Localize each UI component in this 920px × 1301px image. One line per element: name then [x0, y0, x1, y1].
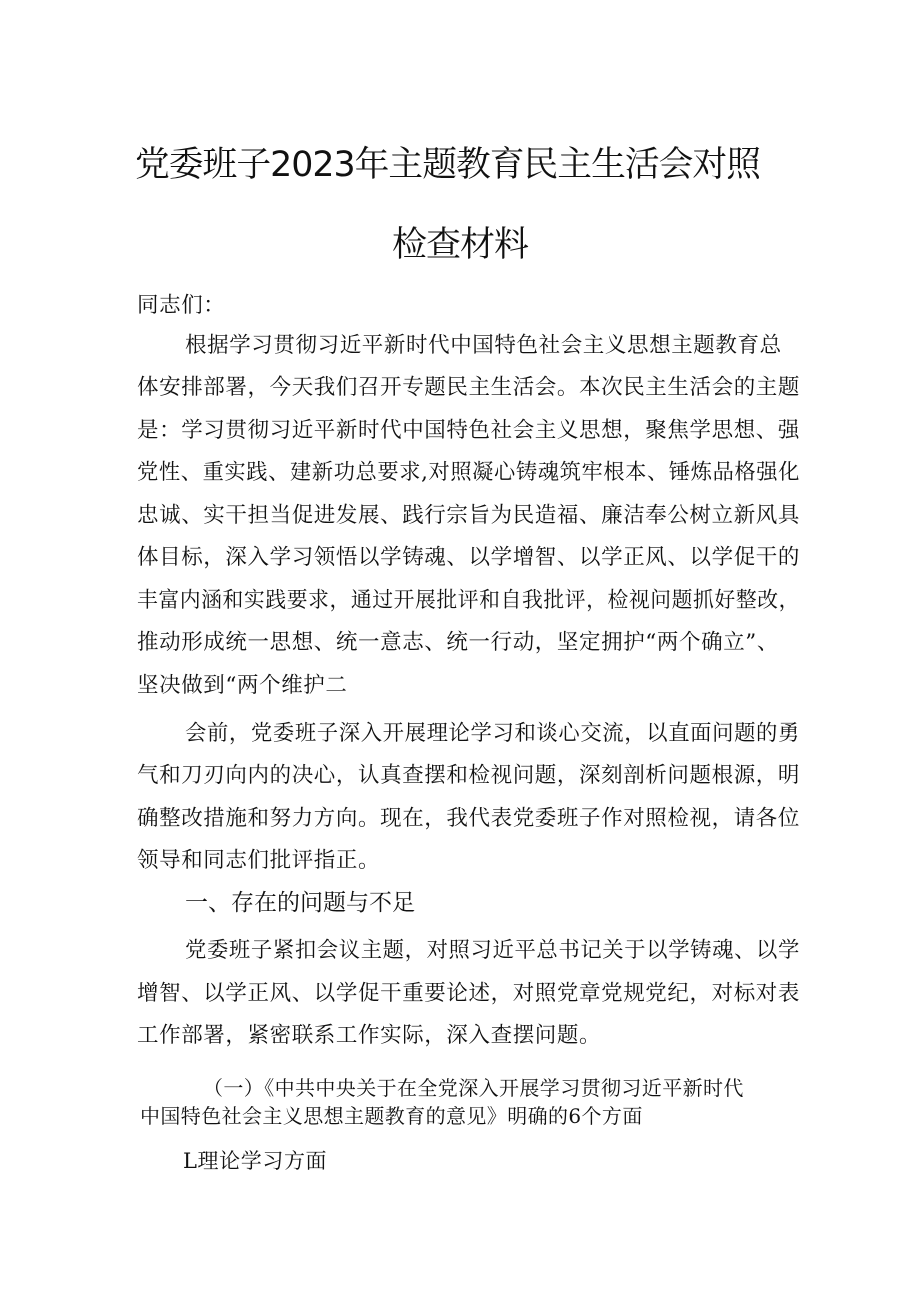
paragraph-1-line: 忠诚、实干担当促进发展、践行宗旨为民造福、廉洁奉公树立新风具 [137, 503, 801, 528]
subsection-heading-line: （一）《中共中央关于在全党深入开展学习贯彻习近平新时代 [203, 1076, 744, 1100]
paragraph-2-line: 领导和同志们批评指正。 [137, 848, 381, 873]
paragraph-1-line: 推动形成统一思想、统一意志、统一行动，坚定拥护“两个确立”、 [137, 630, 779, 655]
paragraph-1-line: 是：学习贯彻习近平新时代中国特色社会主义思想，聚焦学思想、强 [137, 418, 801, 443]
paragraph-1-line: 坚决做到“两个维护二 [137, 673, 348, 698]
paragraph-1-line: 丰富内涵和实践要求，通过开展批评和自我批评，检视问题抓好整改， [137, 588, 800, 613]
paragraph-1-line: 体目标，深入学习领悟以学铸魂、以学增智、以学正风、以学促干的 [137, 545, 801, 570]
paragraph-3-line: 党委班子紧扣会议主题，对照习近平总书记关于以学铸魂、以学 [185, 938, 800, 963]
subsection-heading-line: 中国特色社会主义思想主题教育的意见》明确的6个方面 [140, 1104, 643, 1128]
paragraph-2-line: 气和刀刃向内的决心，认真查摆和检视问题，深刻剖析问题根源，明 [137, 763, 801, 788]
document-title-line-1: 党委班子2023年主题教育民主生活会对照 [135, 145, 760, 185]
paragraph-1-line: 体安排部署，今天我们召开专题民主生活会。本次民主生活会的主题 [137, 375, 801, 400]
salutation: 同志们： [137, 293, 226, 318]
paragraph-1-line: 根据学习贯彻习近平新时代中国特色社会主义思想主题教育总 [185, 333, 782, 358]
paragraph-3-line: 增智、以学正风、以学促干重要论述，对照党章党规党纪，对标对表 [137, 981, 801, 1006]
paragraph-3-line: 工作部署，紧密联系工作实际，深入查摆问题。 [137, 1023, 602, 1048]
paragraph-2-line: 会前，党委班子深入开展理论学习和谈心交流，以直面问题的勇 [185, 721, 800, 746]
paragraph-1-line: 党性、重实践、建新功总要求,对照凝心铸魂筑牢根本、锤炼品格强化 [137, 460, 800, 485]
item-theory-study: L理论学习方面 [183, 1149, 328, 1173]
document-title-line-2: 检查材料 [391, 225, 528, 265]
section-heading: 一、存在的问题与不足 [185, 890, 415, 916]
paragraph-2-line: 确整改措施和努力方向。现在，我代表党委班子作对照检视，请各位 [137, 806, 801, 831]
